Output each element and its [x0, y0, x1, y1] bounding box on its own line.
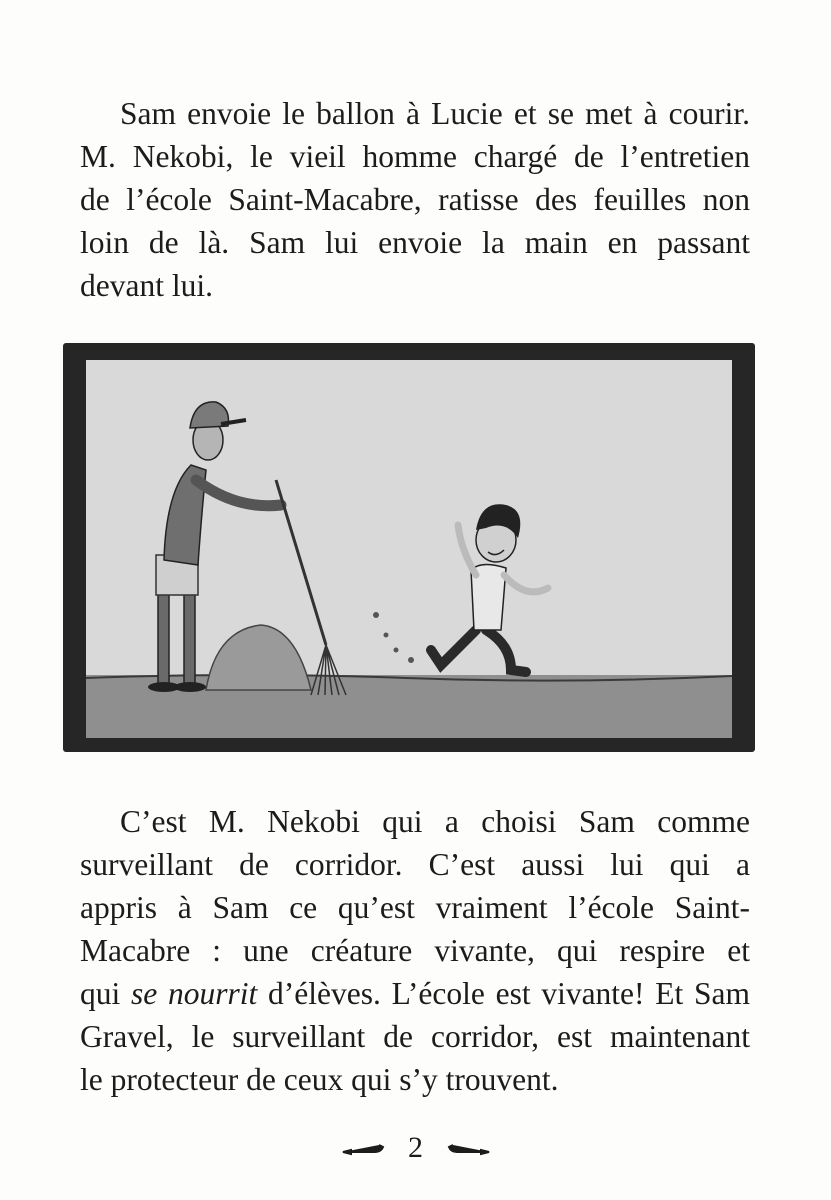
- text-line: M. Nekobi, le vieil homme chargé de l’entretien: [80, 139, 750, 174]
- text-line: loin de là. Sam lui envoie la main en passant: [80, 225, 750, 260]
- text-line: surveillant de corridor. C’est aussi lui qui a: [80, 847, 750, 882]
- paragraph-1: [80, 92, 750, 307]
- text-line: Gravel, le surveillant de corridor, est maintenant: [80, 1019, 750, 1054]
- page-number-footer: [0, 1126, 831, 1168]
- illustration-scene-icon: [86, 360, 732, 738]
- text-run: qui: [80, 976, 131, 1011]
- text-line: C’est M. Nekobi qui a choisi Sam comme: [120, 804, 750, 839]
- italic-text-run: se nourrit: [131, 976, 258, 1011]
- text-line: Sam envoie le ballon à Lucie et se met à courir.: [120, 96, 750, 131]
- text-line: Macabre : une créature vivante, qui respire et: [80, 933, 750, 968]
- page-number: 2: [408, 1131, 423, 1165]
- text-line: le protecteur de ceux qui s’y trouvent.: [80, 1062, 559, 1097]
- text-line: [80, 972, 750, 1015]
- illustration: [86, 360, 732, 738]
- illustration-frame: [63, 343, 755, 752]
- text-line: de l’école Saint-Macabre, ratisse des feuilles non: [80, 182, 750, 217]
- text-run: d’élèves. L’école est vivante! Et Sam: [257, 976, 751, 1011]
- text-line: appris à Sam ce qu’est vraiment l’école Saint-: [80, 890, 750, 925]
- right-arrow-flourish-icon: [443, 1128, 491, 1168]
- text-line: devant lui.: [80, 268, 213, 303]
- paragraph-2: [80, 800, 750, 1101]
- left-arrow-flourish-icon: [341, 1128, 389, 1168]
